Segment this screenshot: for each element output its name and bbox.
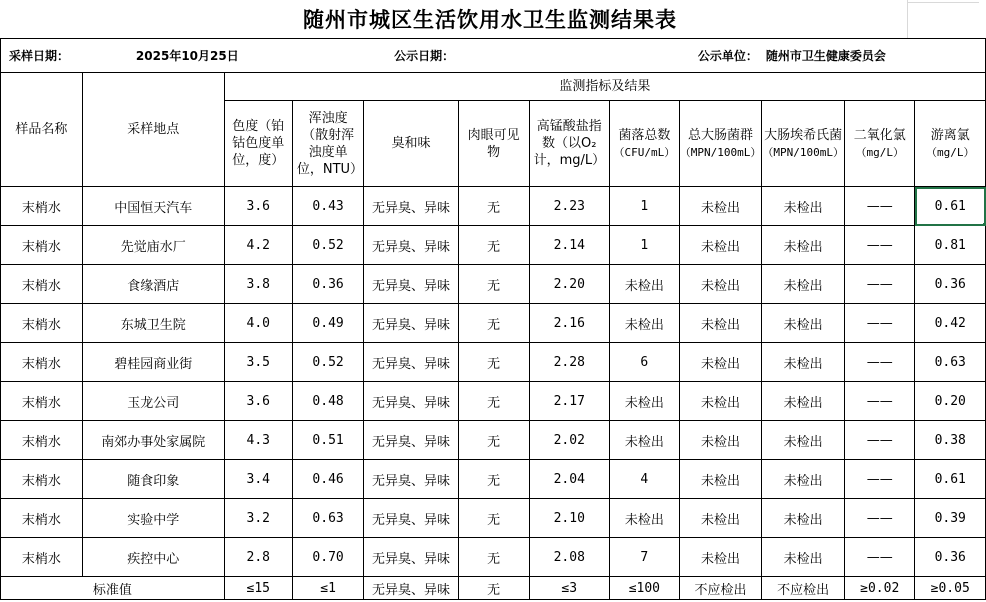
cell-location[interactable]: 随食印象	[82, 460, 224, 499]
cell-turbidity[interactable]: 0.48	[292, 382, 363, 421]
header-colony-name: 菌落总数	[618, 127, 671, 143]
header-free-cl[interactable]	[915, 101, 986, 187]
cell-free-cl[interactable]: 0.63	[915, 343, 986, 382]
standard-ecoli[interactable]: 不应检出	[762, 577, 845, 600]
cell-sample-name[interactable]: 末梢水	[1, 538, 83, 577]
table-row	[1, 187, 986, 226]
cell-location[interactable]: 食缘酒店	[82, 265, 224, 304]
cell-colony[interactable]: 未检出	[609, 421, 679, 460]
cell-coliform[interactable]: 未检出	[679, 382, 762, 421]
cell-permanganate[interactable]: 2.17	[529, 382, 609, 421]
cell-color[interactable]: 3.6	[224, 187, 292, 226]
header-row-group	[1, 73, 986, 101]
cell-visible[interactable]: 无	[458, 421, 529, 460]
cell-sample-name[interactable]: 末梢水	[1, 382, 83, 421]
cell-odor[interactable]: 无异臭、异味	[364, 382, 458, 421]
header-permanganate[interactable]: 高锰酸盐指数（以O₂计，mg/L）	[529, 101, 609, 187]
cell-permanganate[interactable]: 2.28	[529, 343, 609, 382]
cell-free-cl[interactable]: 0.81	[915, 226, 986, 265]
header-visible[interactable]: 肉眼可见物	[458, 101, 529, 187]
table-row	[1, 265, 986, 304]
cell-free-cl[interactable]: 0.61	[915, 460, 986, 499]
cell-sample-name[interactable]: 末梢水	[1, 460, 83, 499]
cell-odor[interactable]: 无异臭、异味	[364, 421, 458, 460]
info-row	[1, 39, 986, 73]
cell-location[interactable]: 南郊办事处家属院	[82, 421, 224, 460]
cell-sample-name[interactable]: 末梢水	[1, 304, 83, 343]
cell-turbidity[interactable]: 0.52	[292, 343, 363, 382]
table-row	[1, 421, 986, 460]
cell-visible[interactable]: 无	[458, 265, 529, 304]
cell-ecoli[interactable]: 未检出	[762, 226, 845, 265]
header-clo2-unit: （mg/L）	[855, 145, 904, 159]
cell-location[interactable]: 实验中学	[82, 499, 224, 538]
cell-free-cl[interactable]: 0.38	[915, 421, 986, 460]
cell-free-cl[interactable]: 0.36	[915, 538, 986, 577]
cell-visible[interactable]: 无	[458, 538, 529, 577]
cell-coliform[interactable]: 未检出	[679, 538, 762, 577]
cell-location[interactable]: 玉龙公司	[82, 382, 224, 421]
cell-location[interactable]: 疾控中心	[82, 538, 224, 577]
cell-colony[interactable]: 6	[609, 343, 679, 382]
cell-clo2[interactable]: ——	[844, 499, 914, 538]
cell-turbidity[interactable]: 0.49	[292, 304, 363, 343]
cell-permanganate[interactable]: 2.23	[529, 187, 609, 226]
table-row	[1, 538, 986, 577]
standard-label[interactable]: 标准值	[1, 577, 225, 600]
cell-permanganate[interactable]: 2.04	[529, 460, 609, 499]
cell-odor[interactable]: 无异臭、异味	[364, 343, 458, 382]
results-table	[0, 38, 986, 600]
cell-ecoli[interactable]: 未检出	[762, 421, 845, 460]
cell-turbidity[interactable]: 0.51	[292, 421, 363, 460]
cell-clo2[interactable]: ——	[844, 187, 914, 226]
cell-coliform[interactable]: 未检出	[679, 187, 762, 226]
cell-clo2[interactable]: ——	[844, 538, 914, 577]
cell-odor[interactable]: 无异臭、异味	[364, 538, 458, 577]
cell-free-cl[interactable]: 0.61	[915, 187, 986, 226]
cell-clo2[interactable]: ——	[844, 265, 914, 304]
table-row	[1, 226, 986, 265]
cell-turbidity[interactable]: 0.36	[292, 265, 363, 304]
cell-sample-name[interactable]: 末梢水	[1, 343, 83, 382]
cell-permanganate[interactable]: 2.20	[529, 265, 609, 304]
cell-visible[interactable]: 无	[458, 187, 529, 226]
cell-visible[interactable]: 无	[458, 499, 529, 538]
publish-unit-label[interactable]: 公示单位：	[609, 39, 761, 73]
cell-colony[interactable]: 7	[609, 538, 679, 577]
header-clo2-name: 二氧化氯	[853, 127, 906, 143]
cell-colony[interactable]: 1	[609, 187, 679, 226]
cell-permanganate[interactable]: 2.02	[529, 421, 609, 460]
table-row	[1, 460, 986, 499]
cell-location[interactable]: 碧桂园商业街	[82, 343, 224, 382]
cell-color[interactable]: 3.8	[224, 265, 292, 304]
standard-coliform[interactable]: 不应检出	[679, 577, 762, 600]
cell-location[interactable]: 东城卫生院	[82, 304, 224, 343]
header-indicator-group[interactable]: 监测指标及结果	[224, 73, 985, 101]
cell-permanganate[interactable]: 2.14	[529, 226, 609, 265]
page-title: 随州市城区生活饮用水卫生监测结果表	[303, 7, 677, 32]
standard-odor[interactable]: 无异臭、异味	[364, 577, 458, 600]
cell-colony[interactable]: 未检出	[609, 304, 679, 343]
cell-ecoli[interactable]: 未检出	[762, 382, 845, 421]
header-location[interactable]: 采样地点	[82, 73, 224, 187]
cell-odor[interactable]: 无异臭、异味	[364, 499, 458, 538]
table-row	[1, 499, 986, 538]
cell-odor[interactable]: 无异臭、异味	[364, 304, 458, 343]
cell-coliform[interactable]: 未检出	[679, 499, 762, 538]
header-colony[interactable]	[609, 101, 679, 187]
header-free-cl-unit: （mg/L）	[925, 145, 975, 159]
cell-odor[interactable]: 无异臭、异味	[364, 187, 458, 226]
cell-color[interactable]: 4.3	[224, 421, 292, 460]
standard-colony[interactable]: ≤100	[609, 577, 679, 600]
cell-colony[interactable]: 未检出	[609, 265, 679, 304]
standard-turbidity[interactable]: ≤1	[292, 577, 363, 600]
cell-ecoli[interactable]: 未检出	[762, 460, 845, 499]
table-row	[1, 304, 986, 343]
cell-ecoli[interactable]: 未检出	[762, 187, 845, 226]
cell-sample-name[interactable]: 末梢水	[1, 187, 83, 226]
cell-coliform[interactable]: 未检出	[679, 421, 762, 460]
cell-color[interactable]: 3.6	[224, 382, 292, 421]
header-ecoli-unit: （MPN/100mL）	[762, 145, 844, 159]
cell-color[interactable]: 4.2	[224, 226, 292, 265]
cell-color[interactable]: 3.5	[224, 343, 292, 382]
cell-visible[interactable]: 无	[458, 382, 529, 421]
cell-free-cl[interactable]: 0.20	[915, 382, 986, 421]
cell-coliform[interactable]: 未检出	[679, 343, 762, 382]
selection-fill-handle[interactable]	[983, 223, 986, 226]
header-coliform-name: 总大肠菌群	[688, 127, 754, 143]
cell-sample-name[interactable]: 末梢水	[1, 421, 83, 460]
cell-odor[interactable]: 无异臭、异味	[364, 226, 458, 265]
cell-coliform[interactable]: 未检出	[679, 226, 762, 265]
cell-visible[interactable]: 无	[458, 226, 529, 265]
cell-sample-name[interactable]: 末梢水	[1, 265, 83, 304]
cell-clo2[interactable]: ——	[844, 460, 914, 499]
cell-permanganate[interactable]: 2.10	[529, 499, 609, 538]
cell-sample-name[interactable]: 末梢水	[1, 226, 83, 265]
header-coliform[interactable]	[679, 101, 762, 187]
cell-turbidity[interactable]: 0.52	[292, 226, 363, 265]
cell-colony[interactable]: 4	[609, 460, 679, 499]
cell-ecoli[interactable]: 未检出	[762, 304, 845, 343]
cell-colony[interactable]: 未检出	[609, 382, 679, 421]
table-row	[1, 343, 986, 382]
sample-date-label[interactable]: 采样日期：	[1, 39, 83, 73]
cell-color[interactable]: 3.4	[224, 460, 292, 499]
header-sample-name[interactable]: 样品名称	[1, 73, 83, 187]
header-coliform-unit: （MPN/100mL）	[679, 145, 762, 159]
cell-ecoli[interactable]: 未检出	[762, 499, 845, 538]
cell-color[interactable]: 3.2	[224, 499, 292, 538]
cell-color[interactable]: 4.0	[224, 304, 292, 343]
standard-free-cl[interactable]: ≥0.05	[915, 577, 986, 600]
header-ecoli[interactable]	[762, 101, 845, 187]
cell-location[interactable]: 中国恒天汽车	[82, 187, 224, 226]
cell-colony[interactable]: 1	[609, 226, 679, 265]
cell-turbidity[interactable]: 0.43	[292, 187, 363, 226]
cell-visible[interactable]: 无	[458, 460, 529, 499]
cell-sample-name[interactable]: 末梢水	[1, 499, 83, 538]
header-colony-unit: （CFU/mL）	[613, 145, 676, 159]
cell-visible[interactable]: 无	[458, 343, 529, 382]
cell-free-cl[interactable]: 0.36	[915, 265, 986, 304]
cell-location[interactable]: 先觉庙水厂	[82, 226, 224, 265]
standard-permanganate[interactable]: ≤3	[529, 577, 609, 600]
cell-clo2[interactable]: ——	[844, 421, 914, 460]
cell-clo2[interactable]: ——	[844, 382, 914, 421]
sample-date-value[interactable]: 2025年10月25日	[82, 39, 292, 73]
header-color[interactable]: 色度（铂钴色度单位，度）	[224, 101, 292, 187]
cell-odor[interactable]: 无异臭、异味	[364, 460, 458, 499]
table-body	[1, 187, 986, 577]
cell-free-cl[interactable]: 0.39	[915, 499, 986, 538]
table-row	[1, 382, 986, 421]
publish-date-value[interactable]	[458, 39, 609, 73]
cell-visible[interactable]: 无	[458, 304, 529, 343]
cell-permanganate[interactable]: 2.16	[529, 304, 609, 343]
cell-turbidity[interactable]: 0.70	[292, 538, 363, 577]
header-free-cl-name: 游离氯	[930, 127, 970, 143]
cell-color[interactable]: 2.8	[224, 538, 292, 577]
publish-unit-value[interactable]: 随州市卫生健康委员会	[762, 39, 986, 73]
standard-visible[interactable]: 无	[458, 577, 529, 600]
cell-clo2[interactable]: ——	[844, 304, 914, 343]
publish-date-label[interactable]: 公示日期：	[292, 39, 458, 73]
cell-coliform[interactable]: 未检出	[679, 304, 762, 343]
standard-color[interactable]: ≤15	[224, 577, 292, 600]
cell-odor[interactable]: 无异臭、异味	[364, 265, 458, 304]
header-ecoli-name: 大肠埃希氏菌	[764, 127, 843, 143]
cell-permanganate[interactable]: 2.08	[529, 538, 609, 577]
cell-clo2[interactable]: ——	[844, 226, 914, 265]
cell-ecoli[interactable]: 未检出	[762, 265, 845, 304]
standard-row	[1, 577, 986, 600]
standard-clo2[interactable]: ≥0.02	[844, 577, 914, 600]
header-clo2[interactable]	[844, 101, 914, 187]
cell-free-cl[interactable]: 0.42	[915, 304, 986, 343]
header-turbidity[interactable]: 浑浊度（散射浑浊度单位，NTU）	[292, 101, 363, 187]
cell-ecoli[interactable]: 未检出	[762, 538, 845, 577]
cell-turbidity[interactable]: 0.63	[292, 499, 363, 538]
cell-clo2[interactable]: ——	[844, 343, 914, 382]
header-odor[interactable]: 臭和味	[364, 101, 458, 187]
cell-turbidity[interactable]: 0.46	[292, 460, 363, 499]
cell-colony[interactable]: 未检出	[609, 499, 679, 538]
cell-coliform[interactable]: 未检出	[679, 460, 762, 499]
cell-coliform[interactable]: 未检出	[679, 265, 762, 304]
cell-ecoli[interactable]: 未检出	[762, 343, 845, 382]
